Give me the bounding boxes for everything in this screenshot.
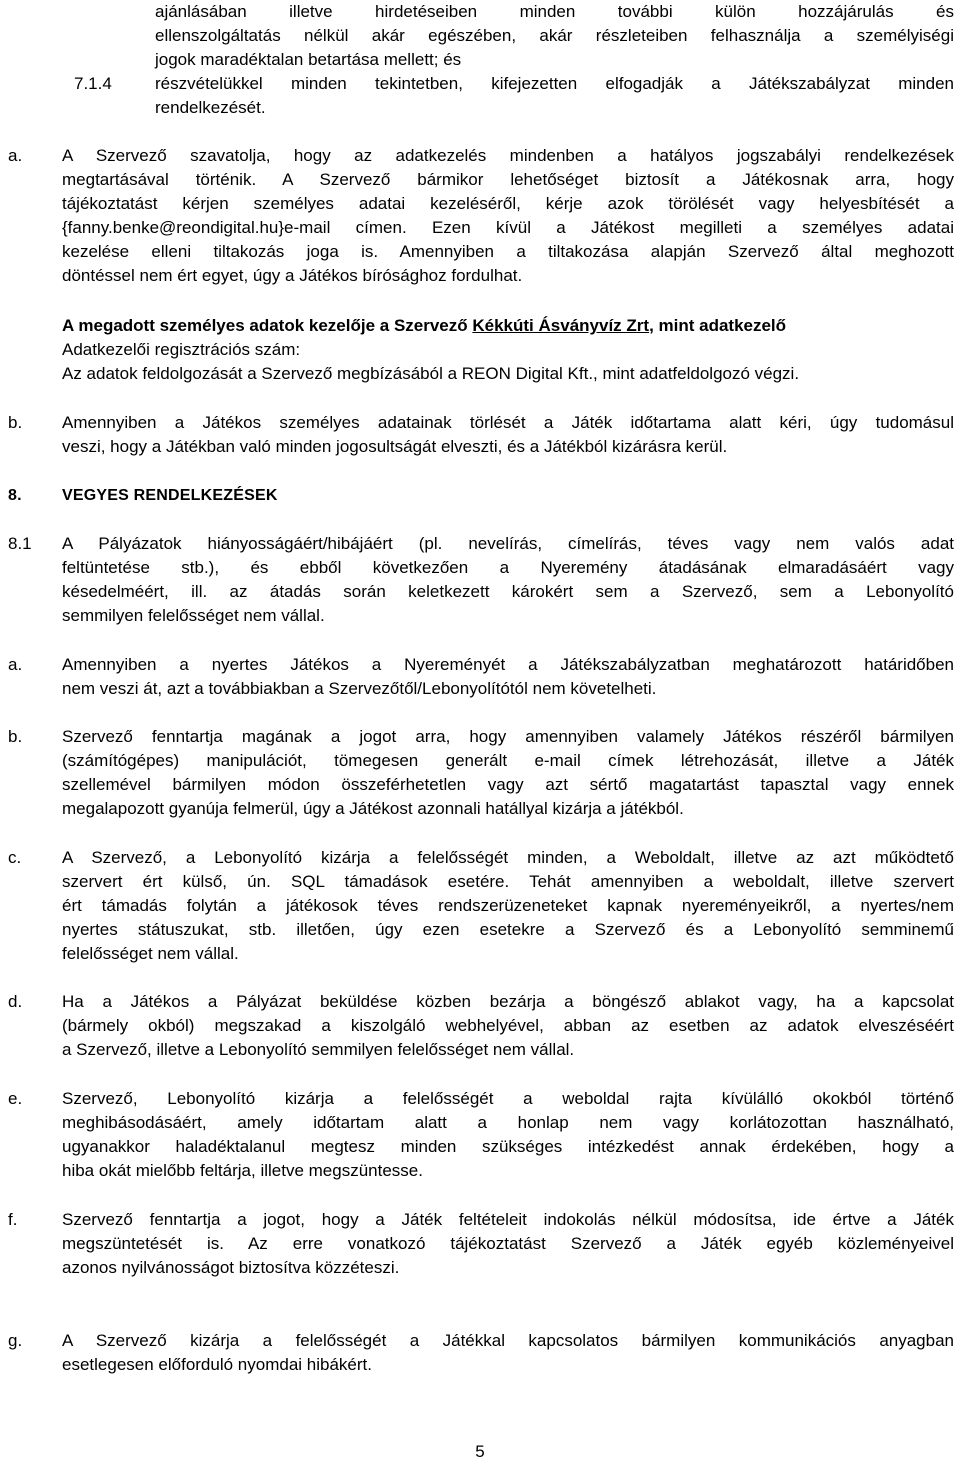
- controller-line: A megadott személyes adatok kezelője a Szervező Kékkúti Ásványvíz Zrt, mint adatkezelő: [62, 316, 787, 335]
- text-line: A Szervező kizárja a felelősségét a Játékkal kapcsolatos bármilyen kommunikációs anyagban: [62, 1331, 954, 1350]
- text-line: Szervező fenntartja a jogot, hogy a Játék feltételeit indokolás nélkül módosítsa, ide értve a Játék: [62, 1210, 954, 1229]
- clause-letter: g.: [8, 1331, 23, 1350]
- text-line: jogok maradéktalan betartása mellett; és: [155, 50, 462, 69]
- text-line: semmilyen felelősséget nem vállal.: [62, 606, 325, 625]
- clause-letter: a.: [8, 655, 23, 674]
- text-line: rendelkezését.: [155, 98, 266, 117]
- text-line: feltüntetése stb.), és ebből következően a Nyeremény átadásának elmaradásáért vagy: [62, 558, 954, 577]
- text-line: megtartásával történik. A Szervező bármikor lehetőséget biztosít a Játékosnak arra, hogy: [62, 170, 954, 189]
- text-line: azonos nyilvánosságot biztosítva közzéteszi.: [62, 1258, 400, 1277]
- text-line: megalapozott gyanúja felmerül, úgy a Játékost azonnali hatállyal kizárja a játékból.: [62, 799, 684, 818]
- section-number: 8.: [8, 487, 22, 504]
- clause-letter: e.: [8, 1089, 23, 1108]
- page-number: 5: [475, 1442, 485, 1461]
- text-line: (bármely okból) megszakad a kiszolgáló webhelyével, abban az esetben az adatok elveszéséért: [62, 1016, 954, 1035]
- clause-letter: f.: [8, 1210, 18, 1229]
- processor-line: Az adatok feldolgozását a Szervező megbízásából a REON Digital Kft., mint adatfeldolgozó végzi.: [62, 364, 800, 383]
- text-line: nem veszi át, azt a továbbiakban a Szervezőtől/Lebonyolítótól nem követelheti.: [62, 679, 657, 698]
- text-line: kezelése elleni tiltakozás joga is. Amennyiben a tiltakozása alapján Szervező által meghozott: [62, 242, 954, 261]
- text-line: Szervező fenntartja magának a jogot arra, hogy amennyiben valamely Játékos részéről bármilyen: [62, 727, 954, 746]
- text-line: A Pályázatok hiányosságáért/hibájáért (pl. nevelírás, címelírás, téves vagy nem valós adat: [62, 534, 954, 553]
- text-line: szervert ért külső, ún. SQL támadások esetére. Tehát amennyiben a weboldalt, illetve szervert: [62, 872, 954, 891]
- clause-letter: c.: [8, 848, 22, 867]
- clause-letter: d.: [8, 992, 23, 1011]
- section-title: VEGYES RENDELKEZÉSEK: [62, 487, 278, 504]
- text-line: hiba okát mielőbb feltárja, illetve megszüntesse.: [62, 1161, 423, 1180]
- clause-letter: b.: [8, 727, 23, 746]
- text-line: megszüntetését is. Az erre vonatkozó tájékoztatást Szervező a Játék egyéb közleményeivel: [62, 1234, 954, 1253]
- text-line: a Szervező, illetve a Lebonyolító semmilyen felelősséget nem vállal.: [62, 1040, 575, 1059]
- text-line: ellenszolgáltatás nélkül akár egészében, akár részleteiben felhasználja a személyiségi: [155, 26, 954, 45]
- text-line: tájékoztatást kérjen személyes adatai kezeléséről, kérje azok törölését vagy helyesbítését a: [62, 194, 954, 213]
- text-line: Amennyiben a Játékos személyes adatainak törlését a Játék időtartama alatt kéri, úgy tudomásul: [62, 413, 954, 432]
- controller-name: Kékkúti Ásványvíz Zrt: [472, 316, 650, 335]
- data-controller-info: [62, 314, 954, 386]
- clause-number: 7.1.4: [74, 74, 112, 93]
- text-line: szellemével bármilyen módon összeférhetetlen vagy azt sértő magatartást tapasztal vagy ennek: [62, 775, 954, 794]
- clause-letter: a.: [8, 146, 23, 165]
- text-line: A Szervező, a Lebonyolító kizárja a felelősségét minden, a Weboldalt, illetve az azt működtető: [62, 848, 954, 867]
- text-line: felelősséget nem vállal.: [62, 944, 239, 963]
- text-line: A Szervező szavatolja, hogy az adatkezelés mindenben a hatályos jogszabályi rendelkezések: [62, 146, 954, 165]
- text-line: döntéssel nem ért egyet, úgy a Játékos bírósághoz fordulhat.: [62, 266, 523, 285]
- text-line: meghibásodásáért, amely időtartam alatt a honlap nem vagy korlátozottan használható,: [62, 1113, 954, 1132]
- text-line: ért támadás folytán a játékosok téves rendszerüzeneteket kapnak nyereményeikről, a nyertes/nem: [62, 896, 954, 915]
- text-line: Amennyiben a nyertes Játékos a Nyereményét a Játékszabályzatban meghatározott határidőben: [62, 655, 954, 674]
- clause-number: 8.1: [8, 534, 32, 553]
- clause-letter: b.: [8, 413, 23, 432]
- text-line: Szervező, Lebonyolító kizárja a felelősségét a weboldal rajta kívülálló okokból történő: [62, 1089, 954, 1108]
- text-line: ajánlásában illetve hirdetéseiben minden további külön hozzájárulás és: [155, 2, 954, 21]
- text-line: ugyanakkor haladéktalanul megtesz minden szükséges intézkedést annak érdekében, hogy a: [62, 1137, 954, 1156]
- text-line: késedelméért, ill. az átadás során keletkezett károkért sem a Szervező, sem a Lebonyolító: [62, 582, 954, 601]
- text-line: nyertes státuszukat, stb. illetően, úgy ezen esetekre a Szervező és a Lebonyolító semminemű: [62, 920, 954, 939]
- registration-number-line: Adatkezelői regisztrációs szám:: [62, 340, 301, 359]
- text-line: részvételükkel minden tekintetben, kifejezetten elfogadják a Játékszabályzat minden: [155, 74, 954, 93]
- text-line: veszi, hogy a Játékban való minden jogosultságát elveszti, és a Játékból kizárásra kerül.: [62, 437, 728, 456]
- text-line: Ha a Játékos a Pályázat beküldése közben bezárja a böngésző ablakot vagy, ha a kapcsolat: [62, 992, 954, 1011]
- text-line: esetlegesen előforduló nyomdai hibákért.: [62, 1355, 372, 1374]
- text-line: (számítógépes) manipulációt, tömegesen generált e-mail címek létrehozását, illetve a Játék: [62, 751, 954, 770]
- text-line: {fanny.benke@reondigital.hu}e-mail címen. Ezen kívül a Játékost megilleti a személyes adatai: [62, 218, 954, 237]
